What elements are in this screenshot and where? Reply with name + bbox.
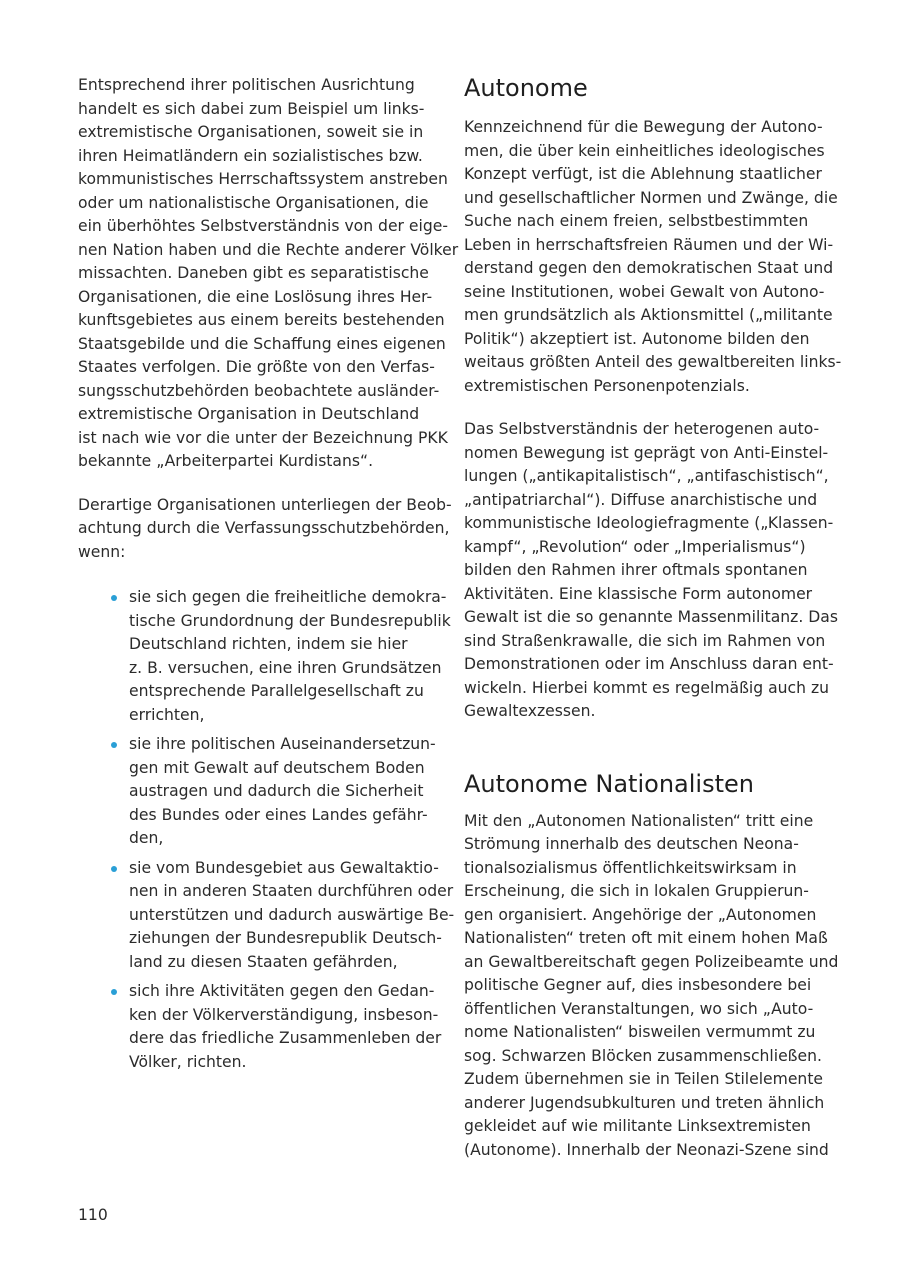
text-line: nome Nationalisten“ bisweilen vermummt zu (464, 1023, 816, 1041)
text-line: entsprechende Parallelgesellschaft zu (129, 682, 424, 700)
text-line: extremistische Organisation in Deutschland (78, 405, 420, 423)
text-line: derstand gegen den demokratischen Staat und (464, 259, 834, 277)
text-line: tische Grundordnung der Bundesrepublik (129, 611, 451, 630)
text-line: tionalsozialismus öffentlichkeitswirksam in (464, 858, 797, 877)
text-line: wickeln. Hierbei kommt es regelmäßig auch zu (464, 678, 830, 697)
text-line: anderer Jugendsubkulturen und treten ähnlich (464, 1093, 825, 1112)
text-line: sie ihre politischen Auseinandersetzun- (129, 735, 436, 753)
autonome-nationalisten-paragraph (464, 810, 839, 1163)
text-line: „antipatriarchal“). Diffuse anarchistische und (464, 490, 818, 509)
text-line: kampf“, „Revolution“ oder „Imperialismus“) (464, 537, 806, 556)
text-line: den, (129, 829, 164, 847)
text-line: weitaus größten Anteil des gewaltbereiten links- (464, 353, 842, 371)
text-line: Strömung innerhalb des deutschen Neona- (464, 835, 799, 853)
text-line: Demonstrationen oder im Anschluss daran ent- (464, 655, 834, 673)
text-line: ken der Völkerverständigung, insbeson- (129, 1005, 439, 1024)
text-line: sind Straßenkrawalle, die sich im Rahmen von (464, 631, 826, 650)
text-line: errichten, (129, 705, 205, 724)
text-line: kunftsgebietes aus einem bereits bestehenden (78, 311, 445, 329)
bullet-icon (111, 989, 117, 995)
text-line: kommunistisches Herrschaftssystem anstreben (78, 170, 448, 188)
text-line: Gewalt ist die so genannte Massenmilitanz. Das (464, 608, 838, 626)
text-line: nen Nation haben und die Rechte anderer Völker (78, 240, 459, 259)
text-line: Kennzeichnend für die Bewegung der Autono- (464, 118, 823, 136)
text-line: kommunistische Ideologiefragmente („Klassen- (464, 514, 834, 532)
text-line: land zu diesen Staaten gefährden, (129, 952, 398, 971)
text-line: sie sich gegen die freiheitliche demokra- (129, 588, 447, 606)
text-line: des Bundes oder eines Landes gefähr- (129, 805, 428, 824)
text-line: Organisationen, die eine Loslösung ihres Her- (78, 287, 433, 306)
text-line: ein überhöhtes Selbstverständnis von der eige- (78, 217, 448, 235)
lead-paragraph (78, 494, 452, 565)
text-line: politische Gegner auf, dies insbesondere bei (464, 976, 812, 994)
text-line: Erscheinung, die sich in lokalen Gruppierun- (464, 882, 809, 900)
text-line: Gewaltexzessen. (464, 702, 596, 720)
text-line: sog. Schwarzen Blöcken zusammenschließen. (464, 1046, 822, 1065)
text-line: Entsprechend ihrer politischen Ausrichtung (78, 76, 415, 94)
text-line: men grundsätzlich als Aktionsmittel („militante (464, 306, 833, 324)
text-line: sich ihre Aktivitäten gegen den Gedan- (129, 982, 435, 1000)
text-line: Völker, richten. (129, 1052, 247, 1071)
text-line: z. B. versuchen, eine ihren Grundsätzen (129, 658, 442, 677)
text-line: extremistischen Personenpotenzials. (464, 376, 750, 395)
text-line: sie vom Bundesgebiet aus Gewaltaktio- (129, 858, 439, 877)
text-line: und gesellschaftlicher Normen und Zwänge, die (464, 188, 838, 207)
bullet-icon (111, 595, 117, 601)
text-line: gen organisiert. Angehörige der „Autonomen (464, 905, 817, 924)
text-line: Politik“) akzeptiert ist. Autonome bilden den (464, 329, 810, 348)
text-line: extremistische Organisationen, soweit sie in (78, 123, 424, 141)
text-line: ziehungen der Bundesrepublik Deutsch- (129, 929, 442, 947)
list-item (78, 857, 455, 975)
right-column (464, 72, 842, 1162)
text-line: austragen und dadurch die Sicherheit (129, 782, 424, 800)
text-line: men, die über kein einheitliches ideologisches (464, 141, 825, 160)
text-line: oder um nationalistische Organisationen, die (78, 193, 429, 212)
text-line: Derartige Organisationen unterliegen der Beob- (78, 495, 452, 514)
text-line: Konzept verfügt, ist die Ablehnung staatlicher (464, 165, 822, 183)
text-line: Das Selbstverständnis der heterogenen auto- (464, 420, 820, 438)
bullet-icon (111, 866, 117, 872)
text-line: (Autonome). Innerhalb der Neonazi-Szene sind (464, 1140, 829, 1159)
text-line: Staatsgebilde und die Schaffung eines eigenen (78, 334, 446, 353)
conditions-list (78, 586, 455, 1074)
text-line: sungsschutzbehörden beobachtete ausländer- (78, 381, 440, 400)
text-line: handelt es sich dabei zum Beispiel um links- (78, 99, 425, 118)
text-line: Suche nach einem freien, selbstbestimmten (464, 212, 809, 230)
text-line: ist nach wie vor die unter der Bezeichnung PKK (78, 428, 448, 447)
page-number: 110 (78, 1206, 108, 1224)
list-item (78, 733, 438, 851)
text-line: dere das friedliche Zusammenleben der (129, 1029, 442, 1047)
text-line: Deutschland richten, indem sie hier (129, 635, 408, 653)
text-line: ihren Heimatländern ein sozialistisches bzw. (78, 146, 423, 165)
text-line: seine Institutionen, wobei Gewalt von Autono- (464, 282, 825, 301)
section-heading-autonome: Autonome (464, 74, 588, 102)
text-line: achtung durch die Verfassungsschutzbehörden, (78, 519, 450, 537)
text-line: gen mit Gewalt auf deutschem Boden (129, 758, 425, 777)
text-line: Nationalisten“ treten oft mit einem hohen Maß (464, 929, 828, 947)
autonome-paragraph-1 (464, 116, 842, 398)
text-line: missachten. Daneben gibt es separatistische (78, 264, 429, 282)
text-line: Staates verfolgen. Die größte von den Verfas- (78, 358, 435, 376)
bullet-icon (111, 742, 117, 748)
text-line: gekleidet auf wie militante Linksextremisten (464, 1117, 811, 1135)
text-line: Zudem übernehmen sie in Teilen Stilelemente (464, 1070, 824, 1088)
text-line: öffentlichen Veranstaltungen, wo sich „Auto- (464, 999, 814, 1018)
text-line: nen in anderen Staaten durchführen oder (129, 882, 454, 900)
text-line: bilden den Rahmen ihrer oftmals spontanen (464, 561, 808, 579)
text-line: wenn: (78, 542, 126, 561)
text-line: lungen („antikapitalistisch“, „antifaschistisch“, (464, 467, 829, 485)
text-line: Aktivitäten. Eine klassische Form autonomer (464, 584, 813, 603)
section-heading-autonome-nationalisten: Autonome Nationalisten (464, 769, 754, 798)
list-item (78, 980, 442, 1074)
text-line: Mit den „Autonomen Nationalisten“ tritt eine (464, 811, 814, 830)
text-line: bekannte „Arbeiterpartei Kurdistans“. (78, 452, 374, 470)
text-line: an Gewaltbereitschaft gegen Polizeibeamte und (464, 952, 839, 971)
text-line: unterstützen und dadurch auswärtige Be- (129, 905, 455, 924)
intro-paragraph (78, 74, 459, 474)
text-line: Leben in herrschaftsfreien Räumen und der Wi- (464, 235, 834, 254)
left-column (78, 74, 459, 1080)
list-item (78, 586, 451, 727)
autonome-paragraph-2 (464, 418, 838, 724)
text-line: nomen Bewegung ist geprägt von Anti-Einstel- (464, 443, 829, 462)
